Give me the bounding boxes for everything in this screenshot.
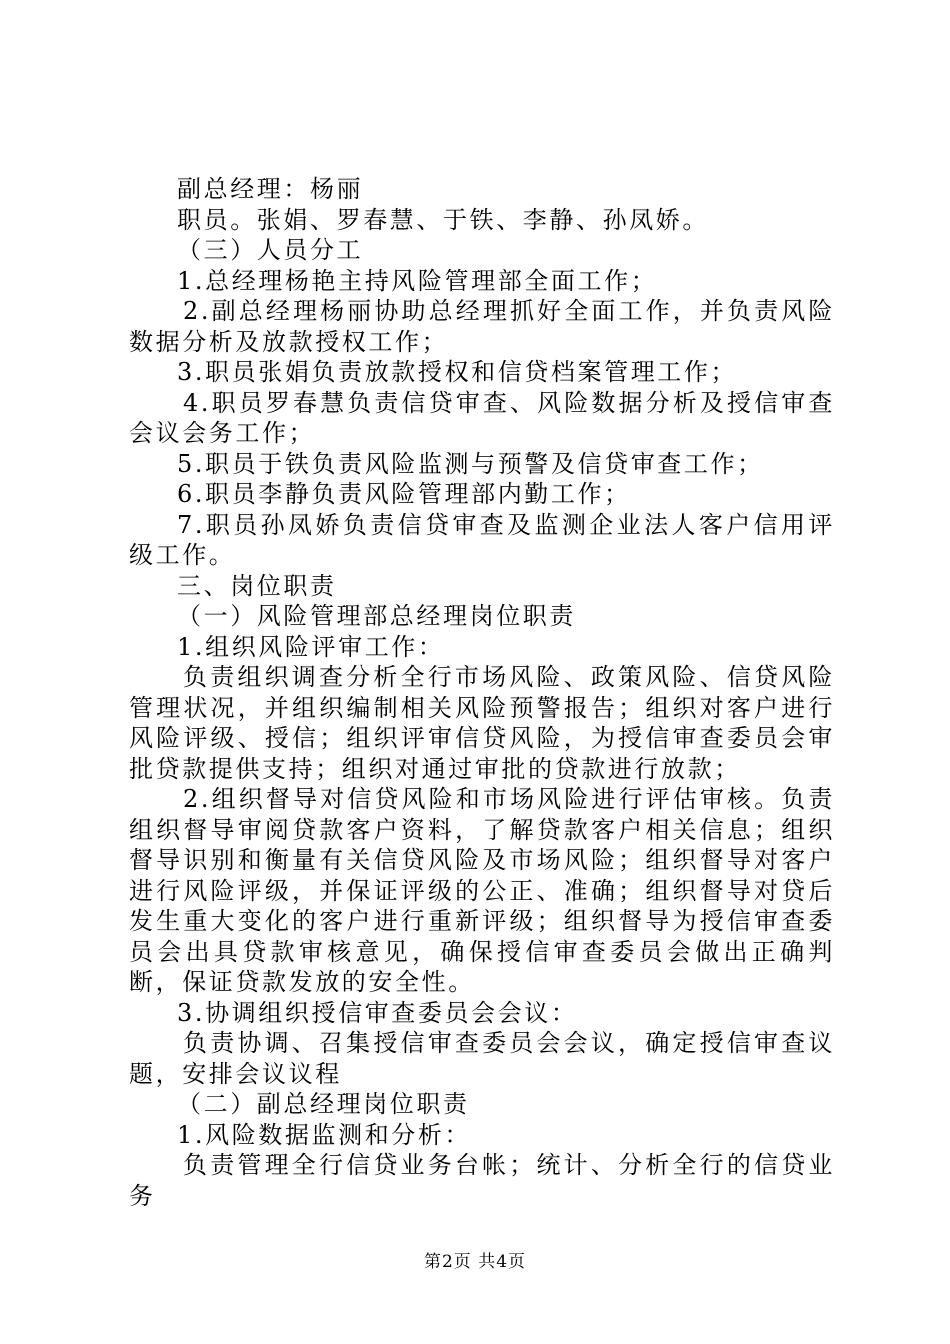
paragraph: 1.总经理杨艳主持风险管理部全面工作； bbox=[177, 266, 658, 295]
paragraph: 1.风险数据监测和分析： bbox=[177, 1120, 472, 1149]
paragraph: 职员。张娟、罗春慧、于铁、李静、孙凤娇。 bbox=[177, 205, 709, 234]
paragraph: 3.协调组织授信审查委员会会议： bbox=[177, 998, 578, 1027]
paragraph: 副总经理：杨丽 bbox=[177, 175, 364, 203]
paragraph: 2.副总经理杨丽协助总经理抓好全面工作，并负责风险数据分析及放款授权工作； bbox=[129, 297, 835, 356]
paragraph: 负责管理全行信贷业务台帐；统计、分析全行的信贷业务 bbox=[129, 1151, 835, 1210]
paragraph: 负责协调、召集授信审查委员会会议，确定授信审查议题，安排会议议程 bbox=[129, 1029, 835, 1088]
paragraph: 4.职员罗春慧负责信贷审查、风险数据分析及授信审查会议会务工作； bbox=[129, 388, 835, 447]
section-heading: 三、岗位职责 bbox=[177, 571, 337, 600]
section-heading: （一）风险管理部总经理岗位职责 bbox=[177, 602, 576, 630]
paragraph: 1.组织风险评审工作： bbox=[177, 632, 445, 661]
paragraph: 负责组织调查分析全行市场风险、政策风险、信贷风险管理状况，并组织编制相关风险预警报告；组织对客户进行风险评级、授信；组织评审信贷风险，为授信审查委员会审批贷款提供支持；组织对通过审批的贷款进行放款； bbox=[129, 663, 835, 783]
paragraph: 3.职员张娟负责放款授权和信贷档案管理工作； bbox=[177, 358, 738, 386]
paragraph: 6.职员李静负责风险管理部内勤工作； bbox=[177, 480, 631, 508]
section-heading: （二）副总经理岗位职责 bbox=[177, 1090, 470, 1118]
paragraph: 7.职员孙凤娇负责信贷审查及监测企业法人客户信用评级工作。 bbox=[129, 510, 835, 569]
paragraph: 5.职员于铁负责风险监测与预警及信贷审查工作； bbox=[177, 449, 764, 478]
document-body bbox=[129, 174, 835, 1211]
section-heading: （三）人员分工 bbox=[177, 236, 364, 264]
page-number: 第2页 共4页 bbox=[423, 1252, 527, 1272]
paragraph: 2.组织督导对信贷风险和市场风险进行评估审核。负责组织督导审阅贷款客户资料，了解贷款客户相关信息；组织督导识别和衡量有关信贷风险及市场风险；组织督导对客户进行风险评级，并保证评级的公正、准确；组织督导对贷后发生重大变化的客户进行重新评级；组织督导为授信审查委员会出具贷款审核意见，确保授信审查委员会做出正确判断，保证贷款发放的安全性。 bbox=[129, 785, 835, 996]
